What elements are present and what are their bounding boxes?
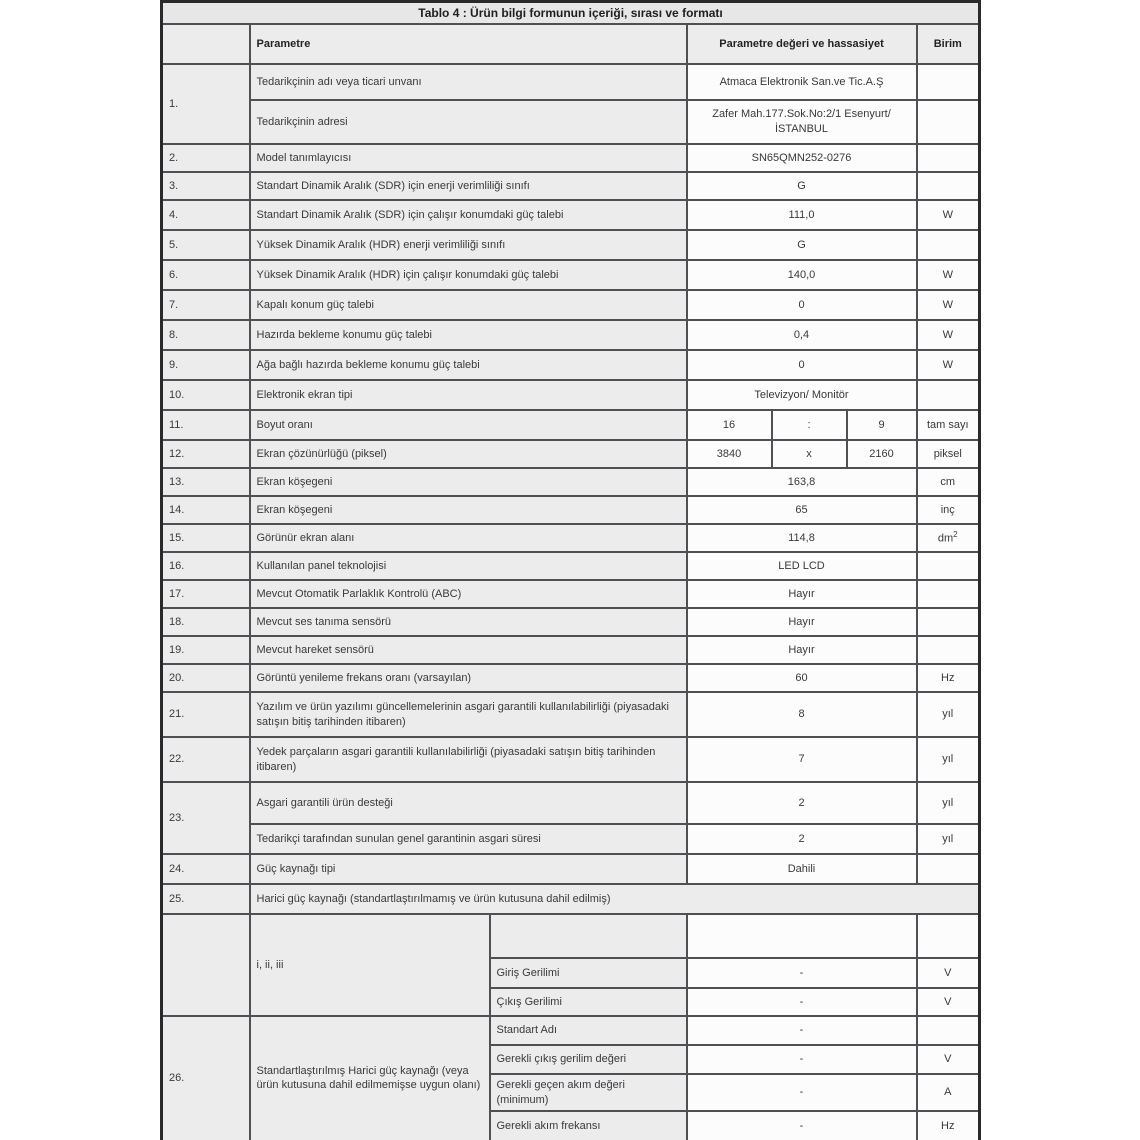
param-value: Atmaca Elektronik San.ve Tic.A.Ş xyxy=(687,64,917,100)
table-row xyxy=(162,172,980,200)
param-unit: yıl xyxy=(917,824,980,854)
param-label: Tedarikçi tarafından sunulan genel garantinin asgari süresi xyxy=(250,824,687,854)
table-row xyxy=(162,496,980,524)
param-label: Model tanımlayıcısı xyxy=(250,144,687,172)
param-value: Zafer Mah.177.Sok.No:2/1 Esenyurt/İSTANBUL xyxy=(687,100,917,144)
table-row xyxy=(162,144,980,172)
param-unit xyxy=(917,144,980,172)
param-unit xyxy=(917,524,980,552)
row-number: 7. xyxy=(162,290,250,320)
col-header-parameter: Parametre xyxy=(250,24,687,64)
param-value: - xyxy=(687,1074,917,1111)
row-number: 15. xyxy=(162,524,250,552)
table-row xyxy=(162,782,980,824)
table-row xyxy=(162,100,980,144)
table-row xyxy=(162,380,980,410)
param-unit xyxy=(917,172,980,200)
param-label: Standartlaştırılmış Harici güç kaynağı (veya ürün kutusuna dahil edilmemişse uygun olanı) xyxy=(250,1016,490,1140)
param-value: G xyxy=(687,230,917,260)
param-value: 65 xyxy=(687,496,917,524)
param-sublabel: Gerekli çıkış gerilim değeri xyxy=(490,1045,687,1074)
param-value: Hayır xyxy=(687,608,917,636)
param-value-separator: : xyxy=(772,410,847,440)
param-value: 0,4 xyxy=(687,320,917,350)
param-value: 2 xyxy=(687,824,917,854)
table-row xyxy=(162,580,980,608)
param-value: 2 xyxy=(687,782,917,824)
param-value: G xyxy=(687,172,917,200)
param-label: Standart Dinamik Aralık (SDR) için enerji verimliliği sınıfı xyxy=(250,172,687,200)
param-sublabel: Gerekli akım frekansı xyxy=(490,1111,687,1140)
unit-superscript: 2 xyxy=(953,529,958,539)
param-unit xyxy=(917,100,980,144)
row-number: 10. xyxy=(162,380,250,410)
param-unit: yıl xyxy=(917,692,980,737)
param-label: Mevcut hareket sensörü xyxy=(250,636,687,664)
table-row xyxy=(162,552,980,580)
table-row xyxy=(162,737,980,782)
table-row xyxy=(162,608,980,636)
unit-text: dm xyxy=(937,532,954,545)
table-title-row xyxy=(162,2,980,25)
param-unit: V xyxy=(917,988,980,1016)
param-label: Ekran köşegeni xyxy=(250,468,687,496)
param-value: SN65QMN252-0276 xyxy=(687,144,917,172)
product-fiche-table xyxy=(160,0,981,1140)
table-row xyxy=(162,468,980,496)
param-label: Yüksek Dinamik Aralık (HDR) için çalışır konumdaki güç talebi xyxy=(250,260,687,290)
row-number: 4. xyxy=(162,200,250,230)
param-unit: W xyxy=(917,200,980,230)
param-value xyxy=(687,914,917,958)
table-row xyxy=(162,350,980,380)
param-unit xyxy=(917,1016,980,1045)
row-number: 9. xyxy=(162,350,250,380)
row-number: 8. xyxy=(162,320,250,350)
param-unit: inç xyxy=(917,496,980,524)
table-row xyxy=(162,884,980,914)
param-sublabel: Standart Adı xyxy=(490,1016,687,1045)
param-value: - xyxy=(687,958,917,988)
param-unit xyxy=(917,580,980,608)
table-row xyxy=(162,440,980,468)
row-number: 19. xyxy=(162,636,250,664)
param-unit: W xyxy=(917,350,980,380)
row-number: 25. xyxy=(162,884,250,914)
param-unit xyxy=(917,608,980,636)
row-number: 1. xyxy=(162,64,250,144)
param-value: 114,8 xyxy=(687,524,917,552)
param-value: 7 xyxy=(687,737,917,782)
param-unit xyxy=(917,64,980,100)
param-value: Dahili xyxy=(687,854,917,884)
param-value: - xyxy=(687,1111,917,1140)
param-unit xyxy=(917,636,980,664)
param-value: 60 xyxy=(687,664,917,692)
param-label: Tedarikçinin adı veya ticari unvanı xyxy=(250,64,687,100)
row-number: 17. xyxy=(162,580,250,608)
param-value: 140,0 xyxy=(687,260,917,290)
param-label: Elektronik ekran tipi xyxy=(250,380,687,410)
table-row xyxy=(162,290,980,320)
row-number: 13. xyxy=(162,468,250,496)
table-row xyxy=(162,230,980,260)
table-row xyxy=(162,1016,980,1045)
column-header-row xyxy=(162,24,980,64)
table-row xyxy=(162,636,980,664)
row-number: 2. xyxy=(162,144,250,172)
param-unit: Hz xyxy=(917,664,980,692)
param-label: Kullanılan panel teknolojisi xyxy=(250,552,687,580)
param-unit: tam sayı xyxy=(917,410,980,440)
param-label: Mevcut ses tanıma sensörü xyxy=(250,608,687,636)
param-label: Yüksek Dinamik Aralık (HDR) enerji verimliliği sınıfı xyxy=(250,230,687,260)
param-value-part: 16 xyxy=(687,410,772,440)
col-header-empty xyxy=(162,24,250,64)
row-number: 18. xyxy=(162,608,250,636)
param-unit: W xyxy=(917,260,980,290)
param-unit: V xyxy=(917,1045,980,1074)
param-unit xyxy=(917,230,980,260)
row-number: 23. xyxy=(162,782,250,854)
param-value: 163,8 xyxy=(687,468,917,496)
col-header-unit: Birim xyxy=(917,24,980,64)
row-number: 16. xyxy=(162,552,250,580)
param-unit xyxy=(917,552,980,580)
param-value-part: 3840 xyxy=(687,440,772,468)
param-value-separator: x xyxy=(772,440,847,468)
row-number: 12. xyxy=(162,440,250,468)
param-label: Ekran çözünürlüğü (piksel) xyxy=(250,440,687,468)
param-label: Boyut oranı xyxy=(250,410,687,440)
param-unit xyxy=(917,380,980,410)
param-value: - xyxy=(687,1016,917,1045)
param-sublabel: Gerekli geçen akım değeri (minimum) xyxy=(490,1074,687,1111)
param-label: Hazırda bekleme konumu güç talebi xyxy=(250,320,687,350)
table-row xyxy=(162,824,980,854)
table-row xyxy=(162,64,980,100)
table-row xyxy=(162,854,980,884)
param-label: Görünür ekran alanı xyxy=(250,524,687,552)
param-label: Asgari garantili ürün desteği xyxy=(250,782,687,824)
table-row xyxy=(162,320,980,350)
param-unit: W xyxy=(917,320,980,350)
table-row xyxy=(162,200,980,230)
row-number xyxy=(162,914,250,1016)
param-value-part: 9 xyxy=(847,410,917,440)
row-number: 22. xyxy=(162,737,250,782)
param-unit: yıl xyxy=(917,782,980,824)
param-value: 111,0 xyxy=(687,200,917,230)
param-label: Mevcut Otomatik Parlaklık Kontrolü (ABC) xyxy=(250,580,687,608)
row-number: 26. xyxy=(162,1016,250,1140)
param-value: - xyxy=(687,1045,917,1074)
table-title: Tablo 4 : Ürün bilgi formunun içeriği, sırası ve formatı xyxy=(162,2,980,25)
param-label: Yazılım ve ürün yazılımı güncellemelerinin asgari garantili kullanılabilirliği (piyasadaki satışın bitiş tarihinden itibaren) xyxy=(250,692,687,737)
param-unit xyxy=(917,914,980,958)
param-value: 0 xyxy=(687,290,917,320)
param-unit: cm xyxy=(917,468,980,496)
param-value: - xyxy=(687,988,917,1016)
param-unit: W xyxy=(917,290,980,320)
row-number: 24. xyxy=(162,854,250,884)
col-header-value: Parametre değeri ve hassasiyet xyxy=(687,24,917,64)
row-number: 21. xyxy=(162,692,250,737)
param-unit: Hz xyxy=(917,1111,980,1140)
row-number: 5. xyxy=(162,230,250,260)
table-row xyxy=(162,692,980,737)
param-sublabel: Çıkış Gerilimi xyxy=(490,988,687,1016)
table-row xyxy=(162,914,980,958)
row-number: 3. xyxy=(162,172,250,200)
param-unit: A xyxy=(917,1074,980,1111)
section-header-external-psu: Harici güç kaynağı (standartlaştırılmamış ve ürün kutusuna dahil edilmiş) xyxy=(250,884,980,914)
param-value: Hayır xyxy=(687,636,917,664)
row-number: 20. xyxy=(162,664,250,692)
param-unit: V xyxy=(917,958,980,988)
row-number: 11. xyxy=(162,410,250,440)
param-label: Kapalı konum güç talebi xyxy=(250,290,687,320)
table-row xyxy=(162,260,980,290)
param-label: Tedarikçinin adresi xyxy=(250,100,687,144)
param-sublabel: Giriş Gerilimi xyxy=(490,958,687,988)
table-row xyxy=(162,410,980,440)
param-value: 0 xyxy=(687,350,917,380)
param-unit: piksel xyxy=(917,440,980,468)
param-label: Ekran köşegeni xyxy=(250,496,687,524)
param-value: 8 xyxy=(687,692,917,737)
param-unit xyxy=(917,854,980,884)
row-number: 6. xyxy=(162,260,250,290)
param-label: Ağa bağlı hazırda bekleme konumu güç talebi xyxy=(250,350,687,380)
param-label: Yedek parçaların asgari garantili kullanılabilirliği (piyasadaki satışın bitiş tarihinden itibaren) xyxy=(250,737,687,782)
table-row xyxy=(162,664,980,692)
param-unit: yıl xyxy=(917,737,980,782)
param-sublabel xyxy=(490,914,687,958)
param-label: Güç kaynağı tipi xyxy=(250,854,687,884)
param-label: i, ii, iii xyxy=(250,914,490,1016)
param-label: Görüntü yenileme frekans oranı (varsayılan) xyxy=(250,664,687,692)
table-row xyxy=(162,524,980,552)
param-value: LED LCD xyxy=(687,552,917,580)
param-value: Hayır xyxy=(687,580,917,608)
row-number: 14. xyxy=(162,496,250,524)
param-label: Standart Dinamik Aralık (SDR) için çalışır konumdaki güç talebi xyxy=(250,200,687,230)
param-value-part: 2160 xyxy=(847,440,917,468)
param-value: Televizyon/ Monitör xyxy=(687,380,917,410)
